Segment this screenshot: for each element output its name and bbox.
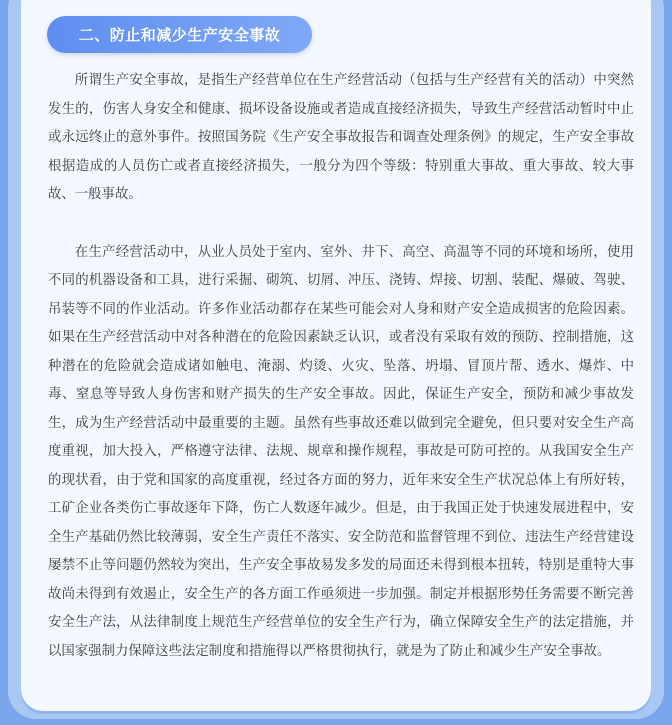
paragraph-definition: 所谓生产安全事故，是指生产经营单位在生产经营活动（包括与生产经营有关的活动）中突然发生的，伤害人身安全和健康、损坏设备设施或者造成直接经济损失，导致生产经营活动暂时中止或永远终止的意外事件。按照国务院《生产安全事故报告和调查处理条例》的规定，生产安全事故根据造成的人员伤亡或者直接经济损失，一般分为四个等级：特别重大事故、重大事故、较大事故、一般事故。 [48, 73, 634, 202]
section-title-pill [47, 16, 312, 53]
section-title: 二、防止和减少生产安全事故 [78, 26, 281, 44]
article-body [48, 67, 634, 666]
paragraph-prevention: 在生产经营活动中，从业人员处于室内、室外、井下、高空、高温等不同的环境和场所，使用不同的机器设备和工具，进行采掘、砌筑、切屑、冲压、浇铸、焊接、切割、装配、爆破、驾驶、吊装等不同的作业活动。许多作业活动都存在某些可能会对人身和财产安全造成损害的危险因素。如果在生产经营活动中对各种潜在的危险因素缺乏认识，或者没有采取有效的预防、控制措施，这种潜在的危险就会造成诸如触电、淹溺、灼烫、火灾、坠落、坍塌、冒顶片帮、透水、爆炸、中毒、窒息等导致人身伤害和财产损失的生产安全事故。因此，保证生产安全，预防和减少事故发生，成为生产经营活动中最重要的主题。虽然有些事故还难以做到完全避免，但只要对安全生产高度重视，加大投入，严格遵守法律、法规、规章和操作规程，事故是可防可控的。从我国安全生产的现状看，由于党和国家的高度重视，经过各方面的努力，近年来安全生产状况总体上有所好转，工矿企业各类伤亡事故逐年下降，伤亡人数逐年减少。但是，由于我国正处于快速发展进程中，安全生产基础仍然比较薄弱，安全生产责任不落实、安全防范和监督管理不到位、违法生产经营建设屡禁不止等问题仍然较为突出，生产安全事故易发多发的局面还未得到根本扭转，特别是重特大事故尚未得到有效遏止，安全生产的各方面工作亟须进一步加强。制定并根据形势任务需要不断完善安全生产法，从法律制度上规范生产经营单位的安全生产行为，确立保障安全生产的法定措施，并以国家强制力保障这些法定制度和措施得以严格贯彻执行，就是为了防止和减少生产安全事故。 [48, 244, 634, 659]
